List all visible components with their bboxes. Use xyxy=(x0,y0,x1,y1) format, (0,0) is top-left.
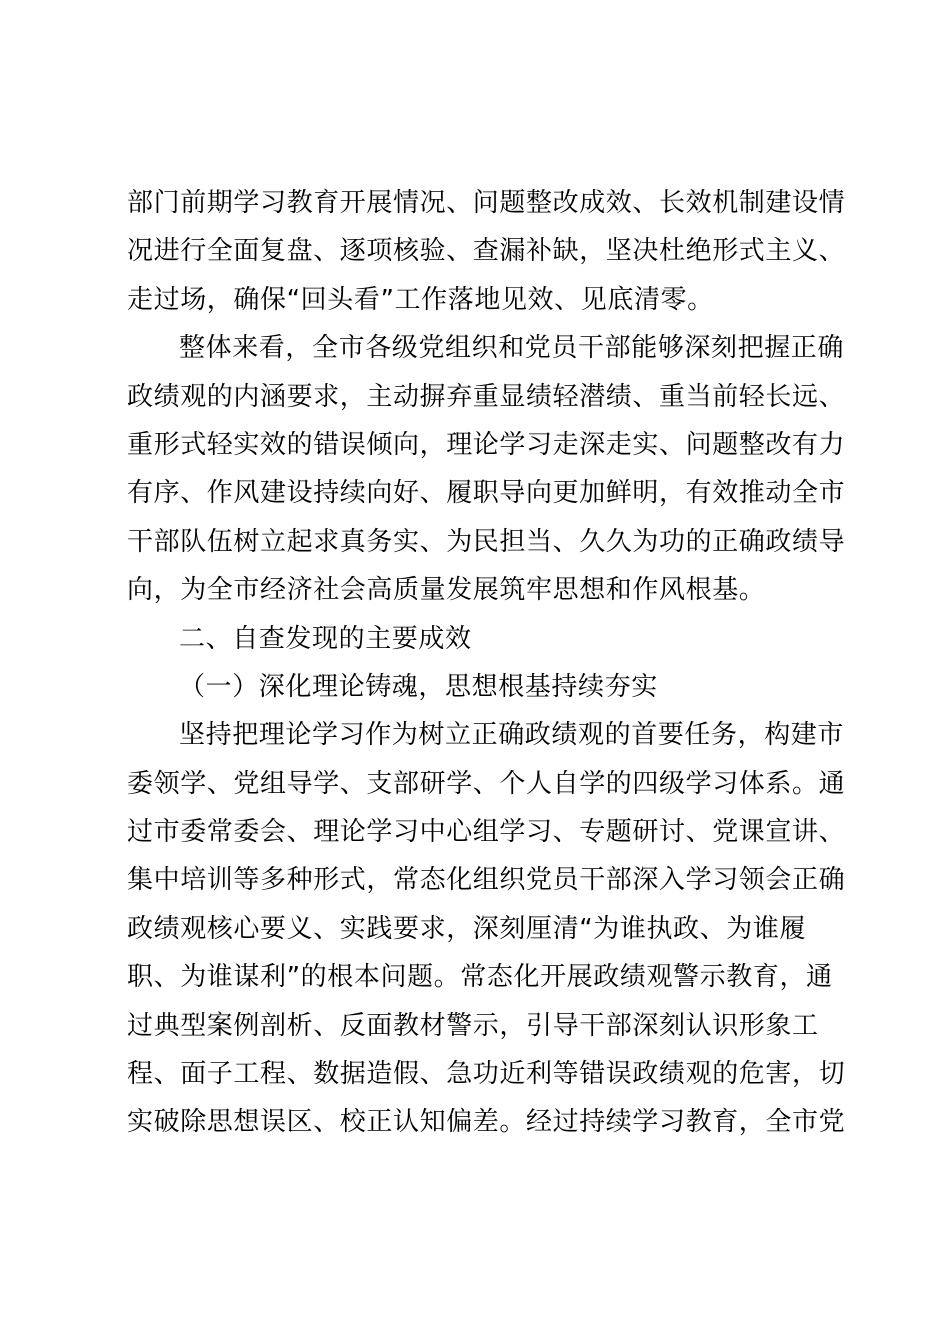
section-heading: 二、自查发现的主要成效 xyxy=(179,623,472,654)
text-line: 职、为谁谋利”的根本问题。常态化开展政绩观警示教育，通 xyxy=(127,962,833,993)
text-line: 有序、作风建设持续向好、履职导向更加鲜明，有效推动全市 xyxy=(127,478,846,509)
text-line: 过市委常委会、理论学习中心组学习、专题研讨、党课宣讲、 xyxy=(127,817,846,848)
text-line: 走过场，确保“回头看”工作落地见效、见底清零。 xyxy=(127,284,714,315)
text-line: 整体来看，全市各级党组织和党员干部能够深刻把握正确 xyxy=(179,333,845,364)
text-line: 重形式轻实效的错误倾向，理论学习走深走实、问题整改有力 xyxy=(127,429,846,460)
text-line: 部门前期学习教育开展情况、问题整改成效、长效机制建设情 xyxy=(127,188,846,218)
document-body xyxy=(127,179,846,1147)
subsection-heading: （一）深化理论铸魂，思想根基持续夯实 xyxy=(179,671,658,702)
text-line: 委领学、党组导学、支部研学、个人自学的四级学习体系。通 xyxy=(127,768,846,799)
text-line: 过典型案例剖析、反面教材警示，引导干部深刻认识形象工 xyxy=(127,1010,819,1041)
text-line: 政绩观核心要义、实践要求，深刻厘清“为谁执政、为谁履 xyxy=(127,913,807,944)
text-line: 实破除思想误区、校正认知偏差。经过持续学习教育，全市党 xyxy=(127,1107,846,1138)
text-line: 政绩观的内涵要求，主动摒弃重显绩轻潜绩、重当前轻长远、 xyxy=(127,381,846,412)
text-line: 坚持把理论学习作为树立正确政绩观的首要任务，构建市 xyxy=(179,720,845,751)
text-line: 程、面子工程、数据造假、急功近利等错误政绩观的危害，切 xyxy=(127,1059,846,1090)
text-line: 况进行全面复盘、逐项核验、查漏补缺，坚决杜绝形式主义、 xyxy=(127,236,846,267)
text-line: 集中培训等多种形式，常态化组织党员干部深入学习领会正确 xyxy=(127,865,846,896)
text-line: 向，为全市经济社会高质量发展筑牢思想和作风根基。 xyxy=(127,575,766,606)
text-line: 干部队伍树立起求真务实、为民担当、久久为功的正确政绩导 xyxy=(127,526,846,557)
